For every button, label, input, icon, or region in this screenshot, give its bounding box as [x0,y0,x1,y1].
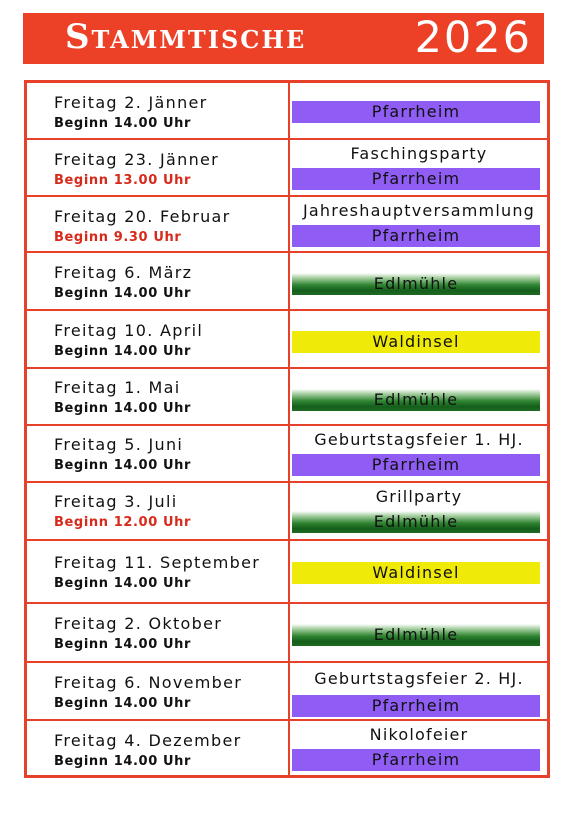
row-time: Beginn 12.00 Uhr [54,515,191,530]
row-time: Beginn 14.00 Uhr [54,576,191,591]
venue-badge: Edlmühle [292,273,540,295]
row-time: Beginn 9.30 Uhr [54,230,182,245]
row-date: Freitag 1. Mai [54,378,181,397]
row-date: Freitag 10. April [54,321,204,340]
row-date: Freitag 20. Februar [54,207,231,226]
schedule-row [27,483,547,541]
row-date: Freitag 5. Juni [54,435,184,454]
venue-badge: Waldinsel [292,331,540,353]
schedule-row [27,197,547,253]
row-event: Geburtstagsfeier 1. HJ. [314,430,524,449]
row-time: Beginn 14.00 Uhr [54,754,191,769]
row-time: Beginn 14.00 Uhr [54,401,191,416]
row-time: Beginn 14.00 Uhr [54,286,191,301]
row-event: Grillparty [375,487,463,506]
page-year: 2026 [414,13,532,63]
venue-badge: Pfarrheim [292,168,540,190]
row-date: Freitag 4. Dezember [54,731,242,750]
row-event: Nikolofeier [369,725,469,744]
venue-badge: Pfarrheim [292,695,540,717]
venue-badge: Pfarrheim [292,101,540,123]
row-time: Beginn 14.00 Uhr [54,344,191,359]
row-time: Beginn 14.00 Uhr [54,696,191,711]
row-time: Beginn 14.00 Uhr [54,637,191,652]
row-time: Beginn 13.00 Uhr [54,173,191,188]
row-event: Jahreshauptversammlung [302,201,536,220]
page-title: Stammtische [65,17,307,57]
schedule-row [27,253,547,311]
row-event: Geburtstagsfeier 2. HJ. [314,669,524,688]
row-date: Freitag 2. Oktober [54,614,223,633]
row-date: Freitag 6. November [54,673,243,692]
schedule-row [27,369,547,426]
venue-badge: Edlmühle [292,511,540,533]
venue-badge: Edlmühle [292,624,540,646]
row-time: Beginn 14.00 Uhr [54,458,191,473]
schedule-row [27,311,547,369]
schedule-row [27,426,547,483]
row-date: Freitag 2. Jänner [54,93,208,112]
row-date: Freitag 11. September [54,553,261,572]
venue-badge: Pfarrheim [292,225,540,247]
row-date: Freitag 3. Juli [54,492,178,511]
schedule-row [27,721,547,778]
venue-badge: Pfarrheim [292,749,540,771]
row-event: Faschingsparty [350,144,488,163]
row-time: Beginn 14.00 Uhr [54,116,191,131]
schedule-table [24,80,550,778]
schedule-row [27,663,547,721]
schedule-row [27,604,547,663]
venue-badge: Pfarrheim [292,454,540,476]
schedule-row [27,140,547,197]
schedule-row [27,83,547,140]
schedule-row [27,541,547,604]
venue-badge: Edlmühle [292,389,540,411]
row-date: Freitag 23. Jänner [54,150,220,169]
row-date: Freitag 6. März [54,263,193,282]
venue-badge: Waldinsel [292,562,540,584]
title-banner [23,13,544,64]
